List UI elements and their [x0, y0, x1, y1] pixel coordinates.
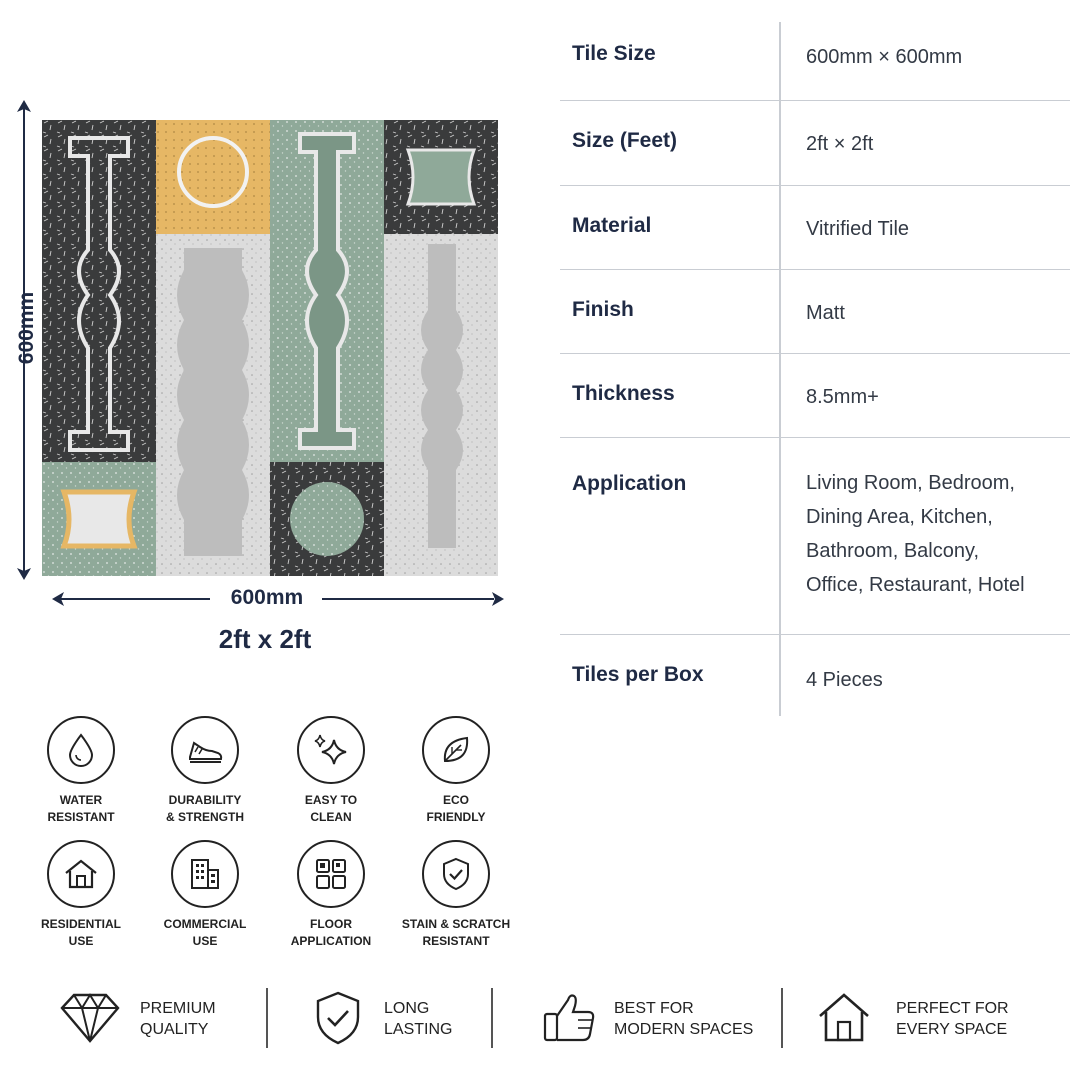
badge-premium-quality: [58, 988, 258, 1048]
feature-water-resistant: [16, 716, 146, 826]
arrow-left-icon: [52, 592, 66, 606]
spec-value: 2ft × 2ft: [806, 133, 874, 155]
water-drop-icon: [47, 716, 115, 784]
badge-label: LONG LASTING: [384, 1000, 453, 1038]
spec-row-application: [560, 438, 1070, 635]
feature-easy-to-clean: [266, 716, 396, 826]
spec-key: Finish: [572, 298, 634, 321]
badge-label: PREMIUM QUALITY: [140, 1000, 216, 1038]
diamond-icon: [58, 992, 122, 1044]
spec-value: 600mm × 600mm: [806, 46, 963, 68]
feature-label: STAIN & SCRATCH RESISTANT: [401, 917, 511, 948]
width-dimension-line-left: [60, 598, 210, 600]
height-label: 600mm: [15, 291, 38, 365]
spec-row-thickness: [560, 354, 1070, 438]
feature-label: ECO FRIENDLY: [426, 793, 486, 824]
feature-residential-use: [16, 840, 146, 950]
floor-grid-icon: [297, 840, 365, 908]
arrow-up-icon: [16, 100, 32, 114]
house-icon: [47, 840, 115, 908]
spec-row-material: [560, 186, 1070, 270]
spec-row-size-feet: [560, 101, 1070, 186]
spec-table: [560, 14, 1070, 719]
thumbs-up-icon: [542, 990, 598, 1046]
arrow-right-icon: [490, 592, 504, 606]
shield-check-icon: [314, 990, 362, 1046]
width-label: 600mm: [230, 586, 304, 609]
tile-pattern-image: [42, 120, 498, 576]
shoe-icon: [171, 716, 239, 784]
feature-commercial-use: [140, 840, 270, 950]
feature-eco-friendly: [391, 716, 521, 826]
arrow-down-icon: [16, 566, 32, 580]
badge-best-for-modern-spaces: [542, 988, 772, 1048]
badge-separator: [266, 988, 268, 1048]
feature-label: EASY TO CLEAN: [304, 793, 358, 824]
badge-perfect-for-every-space: [816, 988, 1046, 1048]
feature-label: DURABILITY & STRENGTH: [166, 793, 244, 824]
sparkle-icon: [297, 716, 365, 784]
feature-label: FLOOR APPLICATION: [290, 917, 372, 948]
spec-key: Tiles per Box: [572, 663, 704, 686]
feature-stain-scratch-resistant: [391, 840, 521, 950]
spec-key: Size (Feet): [572, 129, 678, 152]
shield-check-icon: [422, 840, 490, 908]
feature-label: RESIDENTIAL USE: [40, 917, 121, 948]
building-icon: [171, 840, 239, 908]
width-dimension-line-right: [322, 598, 494, 600]
badge-separator: [781, 988, 783, 1048]
spec-value: Living Room, Bedroom, Dining Area, Kitchen, Bathroom, Balcony, Office, Restaurant, Hotel: [806, 472, 1025, 596]
size-feet-label: 2ft x 2ft: [218, 624, 312, 654]
spec-row-finish: [560, 270, 1070, 354]
spec-value: Vitrified Tile: [806, 218, 910, 240]
spec-row-tile-size: [560, 14, 1070, 101]
spec-key: Material: [572, 214, 652, 237]
house-icon: [816, 990, 872, 1044]
spec-key: Thickness: [572, 382, 675, 405]
badge-separator: [491, 988, 493, 1048]
spec-key: Tile Size: [572, 42, 656, 65]
spec-value: 8.5mm+: [806, 386, 879, 408]
badge-long-lasting: [314, 988, 484, 1048]
spec-row-inner: [560, 635, 1070, 719]
badge-label: BEST FOR MODERN SPACES: [614, 1000, 754, 1038]
spec-row-tiles-per-box: [560, 635, 1070, 719]
spec-value: 4 Pieces: [806, 669, 883, 691]
spec-value: Matt: [806, 302, 845, 324]
badge-label: PERFECT FOR EVERY SPACE: [896, 1000, 1009, 1038]
feature-label: COMMERCIAL USE: [163, 917, 247, 948]
feature-label: WATER RESISTANT: [47, 793, 115, 824]
feature-durability: [140, 716, 270, 826]
feature-floor-application: [266, 840, 396, 950]
leaf-icon: [422, 716, 490, 784]
spec-key: Application: [572, 472, 687, 495]
